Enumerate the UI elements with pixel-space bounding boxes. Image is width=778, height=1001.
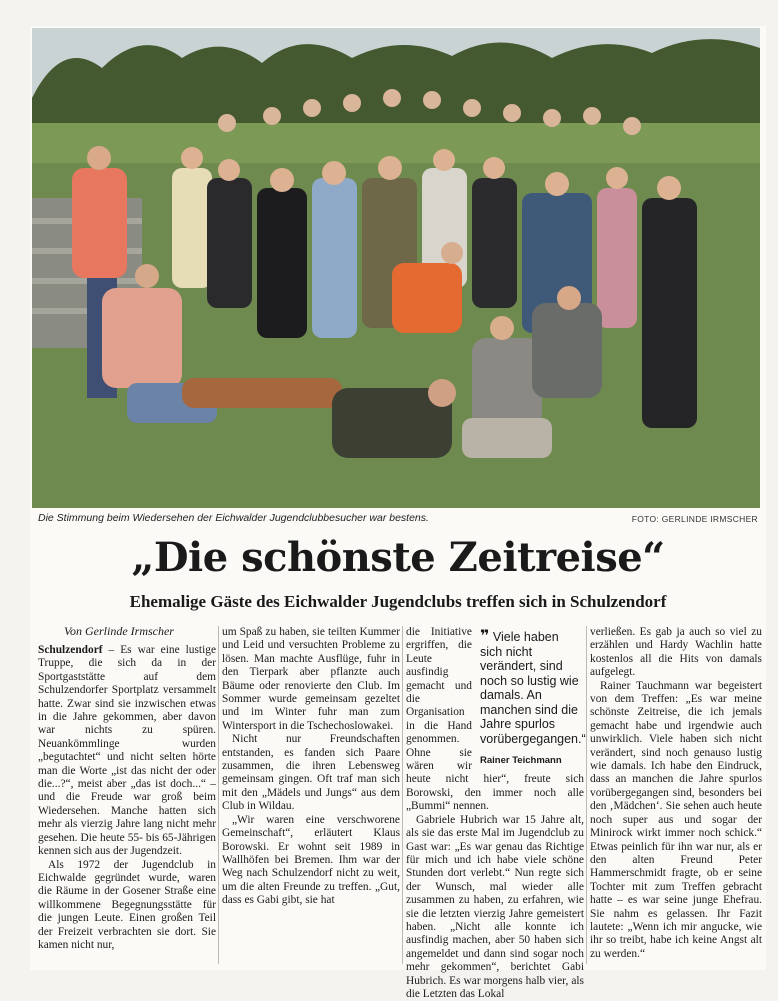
group-photo: [32, 28, 760, 508]
article-paragraph: um Spaß zu haben, sie teilten Kummer und Leid und versuchten Probleme zu lösen. Man machte Ausflüge, fuhr in den Tierpark aber pflanzte auch Bäume oder renovierte den Club. Im Sommer wurde gemeinsam gezeltet und im Winter fuhr man zum Wintersport in die Tschechoslowakei.: [222, 626, 400, 732]
article-paragraph: die Initiative ergriffen, die Leute ausfindig gemacht und die Organisation in die Hand genommen. Ohne sie wären wir heute nicht hier“, freute sich Borowski, den immer noch alle „Bummi“ nennen.: [406, 626, 584, 813]
article-column-4: [590, 626, 762, 966]
pull-quote-text: Viele haben sich nicht verändert, sind noch so lustig wie damals. An manchen sind die Jahre spurlos vorübergegangen.“: [480, 630, 586, 746]
article-paragraph: „Wir waren eine verschworene Gemeinschaft“, erläutert Klaus Borowski. Er wohnt seit 1989 in Wallhöfen bei Bremen. Ihm war der Weg nach Schulzendorf nicht zu weit, um die alten Freunde zu treffen. „Gut, dass es Gabi gibt, sie hat: [222, 813, 400, 907]
column-divider: [402, 626, 403, 964]
subheadline: Ehemalige Gäste des Eichwalder Jugendclubs treffen sich in Schulzendorf: [129, 592, 667, 611]
article-paragraph: Rainer Tauchmann war begeistert von dem Treffen: „Es war meine schönste Zeitreise, die ich jemals gemacht habe und irgendwie auch unwirklich. Viele haben sich nicht verändert, sind noch genauso lustig wie damals. Ich habe den Eindruck, dass an manchen die Jahre spurlos vorübergegangen sind, besonders bei den ‚Mädchen‘. Sie sehen auch heute noch super aus und sogar der Minirock wirkt immer noch schick.“ Etwas peinlich für ihn war nur, als er den alten Freund Peter Hammerschmidt fragte, ob er seine Tochter mit zum Treffen gebracht hatte – es war seine junge Ehefrau. Sie nahm es gelassen. Ihr Fazit lautete: „Wenn ich mir angucke, wie ihr so treibt, habe ich keine Angst alt zu werden.“: [590, 679, 762, 960]
headline: „Die schönste Zeitreise“: [131, 534, 665, 581]
column-divider: [586, 626, 587, 964]
newspaper-clipping: [30, 26, 766, 1000]
quote-mark-icon: ❞: [480, 628, 490, 645]
pull-quote-author: Rainer Teichmann: [480, 755, 562, 766]
article-column-1: [38, 644, 216, 966]
photo-credit: FOTO: GERLINDE IRMSCHER: [631, 514, 758, 524]
photo-caption: Die Stimmung beim Wiedersehen der Eichwalder Jugendclubbesucher war bestens.: [38, 512, 429, 524]
dateline-place: Schulzendorf: [38, 644, 103, 656]
column-divider: [218, 626, 219, 964]
article-paragraph: Nicht nur Freundschaften entstanden, es fanden sich Paare zusammen, die ihren Lebensweg gemeinsam gingen. Oft traf man sich mit den „Mädels und Jungs“ aus dem Club in Wildau.: [222, 733, 400, 813]
article-paragraph: Als 1972 der Jugendclub in Eichwalde gegründet wurde, waren die Räume in der Gosener Straße eine willkommene Begegnungsstätte für die jungen Leute. Einen großen Teil der Freizeit verbrachten sie dort. Sie kamen nicht nur,: [38, 858, 216, 951]
article-paragraph: Gabriele Hubrich war 15 Jahre alt, als sie das erste Mal im Jugendclub zu Gast war: „Es war genau das Richtige für mich und ich habe viele schöne Stunden dort verlebt.“ Nun regte sich der Wunsch, mal wieder alle zusammen zu haben, zu erfahren, wie sie die letzten vierzig Jahre gemeistert haben. „Nicht alle konnte ich ausfindig machen, aber 50 haben sich angemeldet und dann sind sogar noch mehr gekommen“, berichtet Gabi Hubrich. Es war morgens halb vier, als die Letzten das Lokal: [406, 813, 584, 1000]
article-column-3: [406, 626, 586, 1000]
article-column-2: [222, 626, 400, 966]
article-paragraph: verließen. Es gab ja auch so viel zu erzählen und Hardy Wachlin hatte kostenlos all die Hits von damals aufgelegt.: [590, 626, 762, 679]
article-paragraph: Schulzendorf – Es war eine lustige Truppe, die sich da in der Sportgaststätte auf dem Schulzendorfer Sportplatz versammelt hatte. Zwar sind sie inzwischen etwas in die Jahre gekommen, aber davon war nichts zu spüren. Neuankömmlinge wurden „begutachtet“ und nicht selten hörte man die Worte „ist das nicht der oder die...?“, meist aber „das ist doch...“ – und die Freude war groß beim Wiedersehen. Manche hatten sich mehr als vierzig Jahre lang nicht mehr gesehen. Die heute 55- bis 65-Jährigen kennen sich aus der Jugendzeit.: [38, 644, 216, 858]
byline: Von Gerlinde Irmscher: [64, 624, 174, 638]
pull-quote: [480, 630, 584, 769]
